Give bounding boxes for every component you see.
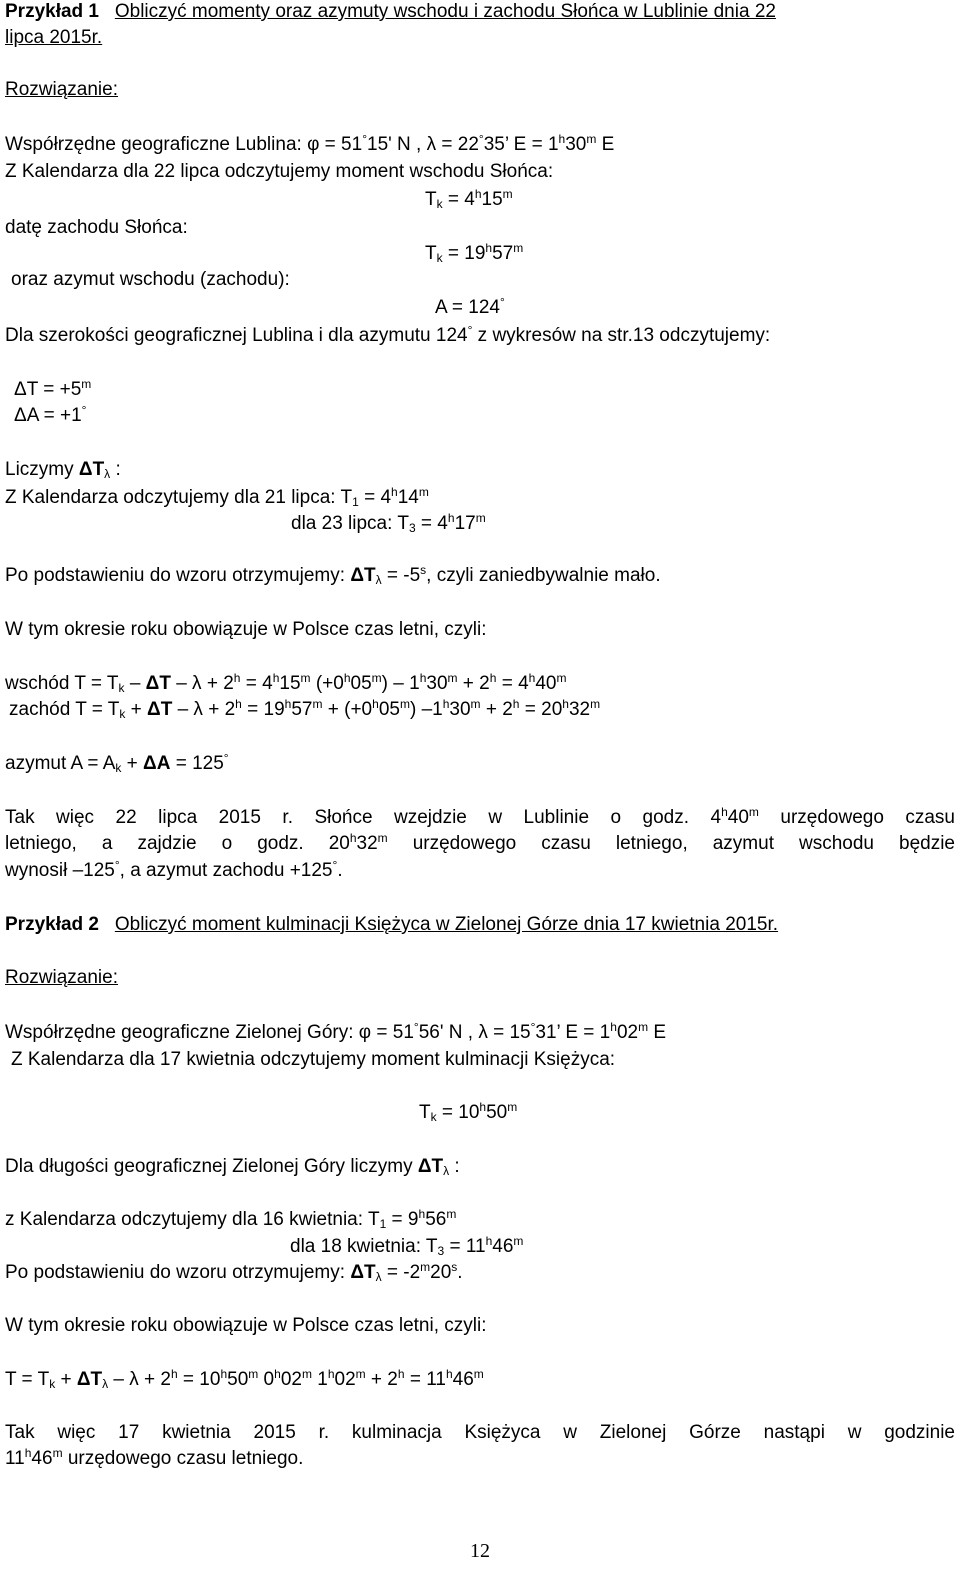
example2-summer-time: W tym okresie roku obowiązuje w Polsce czas letni, czyli: (5, 1315, 487, 1336)
example1-conclusion-line1: Tak więc 22 lipca 2015 r. Słońce wzejdzie w Lublinie o godz. 4$^h$40$^m$ urzędowego czasu (5, 805, 956, 828)
example2-longitude-text: Dla długości geograficznej Zielonej Góry liczymy $\Delta T_\lambda$ : (5, 1156, 460, 1178)
example1-sunrise-text: Z Kalendarza dla 22 lipca odczytujemy moment wschodu Słońca: (5, 161, 554, 182)
example2-conclusion-line1: Tak więc 17 kwietnia 2015 r. kulminacja Księżyca w Zielonej Górze nastąpi w godzinie (5, 1422, 955, 1443)
solution-label: Rozwiązanie: (5, 967, 118, 988)
example1-title-part2: lipca 2015r. (5, 27, 103, 48)
example1-delta-a: ΔA = +1° (14, 403, 87, 426)
example2-cal18: dla 18 kwietnia: $T_3 = 11^h46^m$ (290, 1234, 524, 1258)
page-number: 12 (470, 1540, 490, 1562)
example2-culmination-calc: $T = T_k + \Delta T_\lambda - \lambda + 2^h = 10^h50^m$ 0$^h$02$^m$ $1^h02^m + 2^h = 11^h46^m$ (5, 1367, 484, 1391)
example1-conclusion-line3: wynosił –125°, a azymut zachodu +125°. (5, 858, 343, 881)
example1-sunset-calc: zachód $T = T_k + \Delta T - \lambda + 2^h = 19^h57^m + (+0^h05^m) -1^h30^m + 2^h = 20^h32^m$ (9, 697, 601, 721)
example1-azimuth-calc: azymut $A = A_k + \Delta A = 125^\circ$ (5, 751, 229, 775)
example2-cal16: z Kalendarza odczytujemy dla 16 kwietnia: $T_1 = 9^h56^m$ (5, 1207, 457, 1231)
example2-tk: $T_k = 10^h50^m$ (419, 1100, 518, 1124)
example1-sunset-text: datę zachodu Słońca: (5, 217, 188, 238)
example1-coordinates: Współrzędne geograficzne Lublina: φ = 51°15' N , λ = 22°35’ $E = 1^h30^m$ E (5, 132, 615, 155)
example1-cal23: dla 23 lipca: $T_3 = 4^h17^m$ (291, 511, 486, 535)
example1-title: Obliczyć momenty oraz azymuty wschodu i zachodu Słońca w Lublinie dnia 22 (114, 1, 776, 22)
example2-heading-line (5, 911, 955, 939)
example2-coordinates: Współrzędne geograficzne Zielonej Góry: φ = 51°56' N , λ = 15°31’ $E = 1^h02^m$ E (5, 1020, 667, 1043)
example1-chart-text: Dla szerokości geograficznej Lublina i dla azymutu 124° z wykresów na str.13 odczytujemy: (5, 323, 771, 346)
example2-title: Obliczyć moment kulminacji Księżyca w Zielonej Górze dnia 17 kwietnia 2015r. (114, 914, 779, 935)
example1-conclusion-line2: letniego, a zajdzie o godz. 20$^h$32$^m$ urzędowego czasu letniego, azymut wschodu będzie (5, 831, 956, 854)
example2-conclusion-line2: 11$^h$46$^m$ urzędowego czasu letniego. (5, 1446, 304, 1469)
example1-title-continued (5, 24, 955, 52)
solution-label: Rozwiązanie: (5, 79, 118, 100)
example1-heading-label: Przykład 1 (5, 1, 99, 22)
example2-formula-result: Po podstawieniu do wzoru otrzymujemy: $\Delta T_\lambda = -2^m20^s$. (5, 1260, 463, 1284)
example1-azimuth-text: oraz azymut wschodu (zachodu): (11, 269, 290, 290)
example1-heading-line (5, 0, 955, 26)
example1-formula-result: Po podstawieniu do wzoru otrzymujemy: $\Delta T_\lambda = -5^s$, czyli zaniedbywalnie mało. (5, 563, 661, 587)
example1-summer-time: W tym okresie roku obowiązuje w Polsce czas letni, czyli: (5, 619, 487, 640)
example1-tk-set: $T_k = 19^h57^m$ (425, 241, 524, 265)
example1-azimuth-value: A = 124° (435, 295, 505, 318)
example1-sunrise-calc: wschód $T = T_k - \Delta T - \lambda + 2^h = 4^h15^m$ $(+0^h05^m) - 1^h30^m + 2^h = 4^h40^m$ (5, 671, 567, 695)
example1-solution-label (5, 76, 955, 104)
example1-delta-t: $\Delta T = +5^m$ (14, 377, 92, 400)
example1-tk-rise: $T_k = 4^h15^m$ (425, 187, 513, 211)
example2-calendar-text: Z Kalendarza dla 17 kwietnia odczytujemy moment kulminacji Księżyca: (11, 1049, 616, 1070)
example1-cal21: Z Kalendarza odczytujemy dla 21 lipca: $T_1 = 4^h14^m$ (5, 485, 429, 509)
example2-heading-label: Przykład 2 (5, 914, 99, 935)
example1-calc-label: Liczymy $\Delta T_\lambda$ : (5, 459, 121, 481)
example2-solution-label (5, 964, 955, 992)
